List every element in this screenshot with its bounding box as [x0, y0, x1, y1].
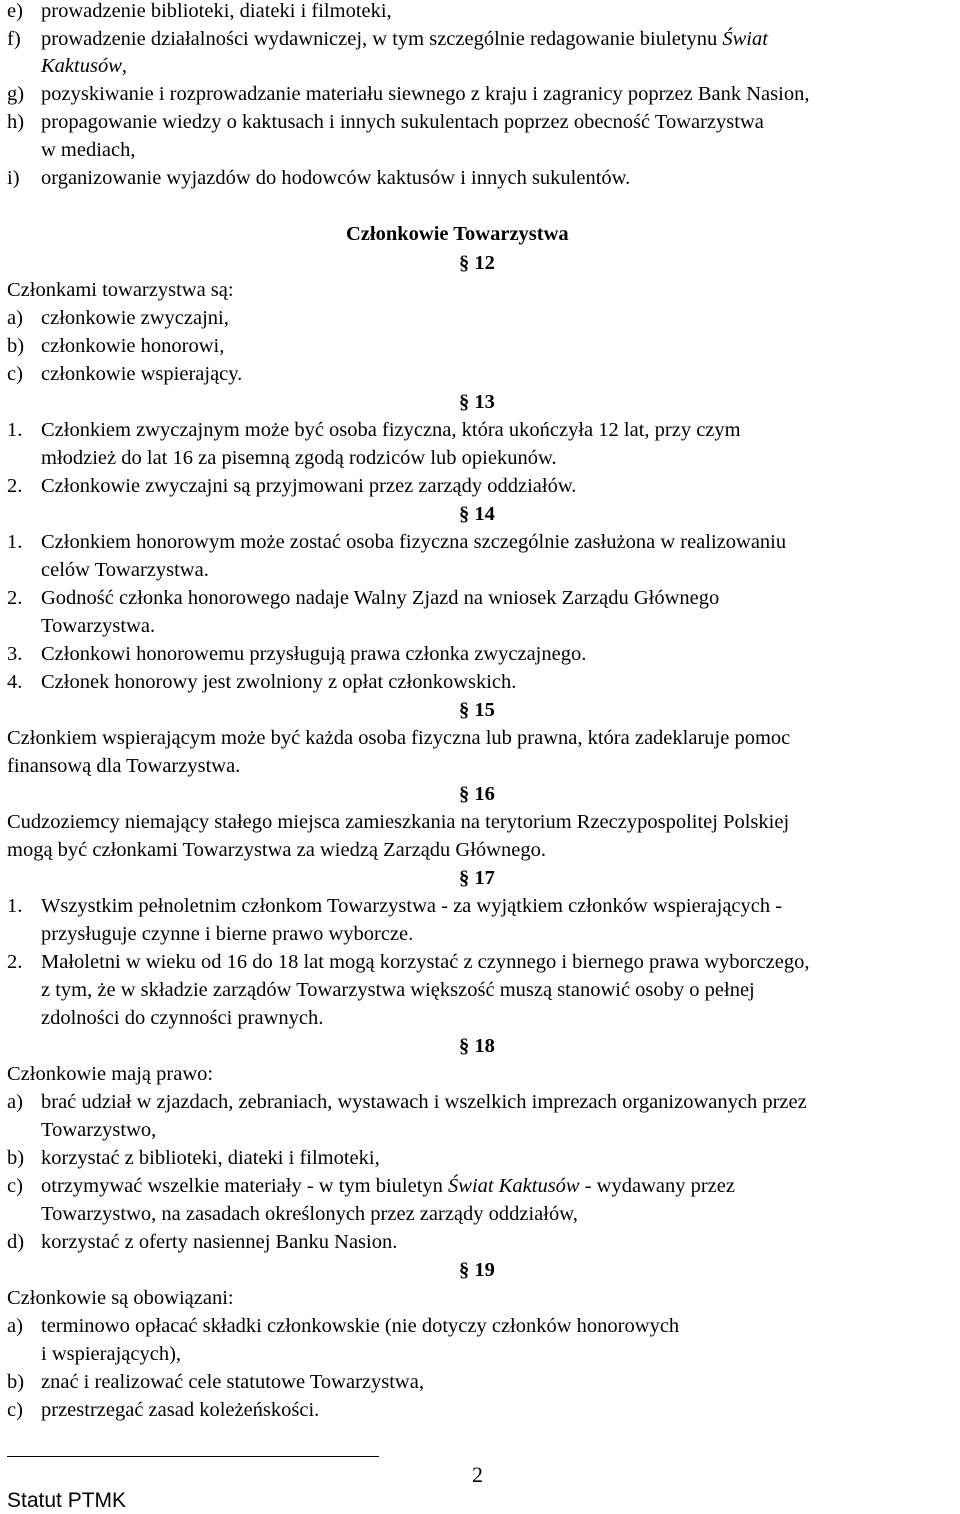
paragraph-intro: Członkami towarzystwa są:: [7, 279, 234, 301]
list-item: 2. Godność członka honorowego nadaje Walny Zjazd na wniosek Zarządu Głównego: [7, 587, 720, 609]
list-item: a) członkowie zwyczajni,: [7, 307, 229, 329]
paragraph-text: Członkiem wspierającym może być każda osoba fizyczna lub prawna, która zadeklaruje pomoc: [7, 727, 791, 749]
paragraph-number-17: § 17: [459, 867, 495, 889]
list-item-continuation: Towarzystwo, na zasadach określonych przez zarządy oddziałów,: [41, 1203, 578, 1225]
list-item-continuation: i wspierających),: [41, 1343, 182, 1365]
list-item: a) terminowo opłacać składki członkowskie (nie dotyczy członków honorowych: [7, 1315, 680, 1337]
list-item: c) członkowie wspierający.: [7, 363, 243, 385]
paragraph-number-18: § 18: [459, 1035, 495, 1057]
list-item: h) propagowanie wiedzy o kaktusach i innych sukulentach poprzez obecność Towarzystwa: [7, 111, 764, 133]
list-item-continuation: Kaktusów,: [41, 55, 127, 77]
list-item: 4. Członek honorowy jest zwolniony z opłat członkowskich.: [7, 671, 517, 693]
list-item: b) znać i realizować cele statutowe Towarzystwa,: [7, 1371, 424, 1393]
paragraph-number-14: § 14: [459, 503, 495, 525]
footer-text: Statut PTMK: [7, 1489, 127, 1512]
paragraph-number-15: § 15: [459, 699, 495, 721]
footer-rule: [7, 1456, 379, 1457]
page-number: 2: [472, 1462, 483, 1487]
list-item-continuation: z tym, że w składzie zarządów Towarzystwa większość muszą stanowić osoby o pełnej: [41, 979, 755, 1001]
list-item: 2. Małoletni w wieku od 16 do 18 lat mogą korzystać z czynnego i biernego prawa wyborczego,: [7, 951, 810, 973]
list-item: 1. Członkiem honorowym może zostać osoba fizyczna szczególnie zasłużona w realizowaniu: [7, 531, 787, 553]
list-item-continuation: zdolności do czynności prawnych.: [41, 1007, 324, 1029]
list-item: c) otrzymywać wszelkie materiały - w tym biuletyn Świat Kaktusów - wydawany przez: [7, 1175, 735, 1197]
paragraph-text: Cudzoziemcy niemający stałego miejsca zamieszkania na terytorium Rzeczypospolitej Polskiej: [7, 811, 790, 833]
paragraph-intro: Członkowie są obowiązani:: [7, 1287, 234, 1309]
list-item-continuation: Towarzystwo,: [41, 1119, 157, 1141]
paragraph-number-12: § 12: [459, 252, 495, 274]
paragraph-number-19: § 19: [459, 1259, 495, 1281]
list-item-continuation: młodzież do lat 16 za pisemną zgodą rodziców lub opiekunów.: [41, 447, 557, 469]
paragraph-text: finansową dla Towarzystwa.: [7, 755, 241, 777]
list-item-continuation: celów Towarzystwa.: [41, 559, 209, 581]
list-item: b) korzystać z biblioteki, diateki i filmoteki,: [7, 1147, 380, 1169]
list-item: g) pozyskiwanie i rozprowadzanie materiału siewnego z kraju i zagranicy poprzez Bank Nasion,: [7, 83, 810, 105]
list-item: c) przestrzegać zasad koleżeńskości.: [7, 1399, 320, 1421]
list-item: 1. Wszystkim pełnoletnim członkom Towarzystwa - za wyjątkiem członków wspierających -: [7, 895, 783, 917]
list-item: e) prowadzenie biblioteki, diateki i filmoteki,: [7, 0, 392, 22]
list-item: 1. Członkiem zwyczajnym może być osoba fizyczna, która ukończyła 12 lat, przy czym: [7, 419, 741, 441]
list-item: f) prowadzenie działalności wydawniczej, w tym szczególnie redagowanie biuletynu Świat: [7, 28, 768, 50]
list-item-continuation: przysługuje czynne i bierne prawo wyborcze.: [41, 923, 414, 945]
list-item-continuation: Towarzystwa.: [41, 615, 156, 637]
list-item: d) korzystać z oferty nasiennej Banku Nasion.: [7, 1231, 398, 1253]
paragraph-intro: Członkowie mają prawo:: [7, 1063, 214, 1085]
list-item-continuation: w mediach,: [41, 139, 136, 161]
section-title: Członkowie Towarzystwa: [346, 223, 569, 245]
list-item: a) brać udział w zjazdach, zebraniach, wystawach i wszelkich imprezach organizowanych przez: [7, 1091, 807, 1113]
paragraph-number-16: § 16: [459, 783, 495, 805]
paragraph-number-13: § 13: [459, 391, 495, 413]
list-item: 2. Członkowie zwyczajni są przyjmowani przez zarządy oddziałów.: [7, 475, 577, 497]
list-item: i) organizowanie wyjazdów do hodowców kaktusów i innych sukulentów.: [7, 167, 631, 189]
list-item: b) członkowie honorowi,: [7, 335, 225, 357]
list-item: 3. Członkowi honorowemu przysługują prawa członka zwyczajnego.: [7, 643, 587, 665]
paragraph-text: mogą być członkami Towarzystwa za wiedzą Zarządu Głównego.: [7, 839, 546, 861]
